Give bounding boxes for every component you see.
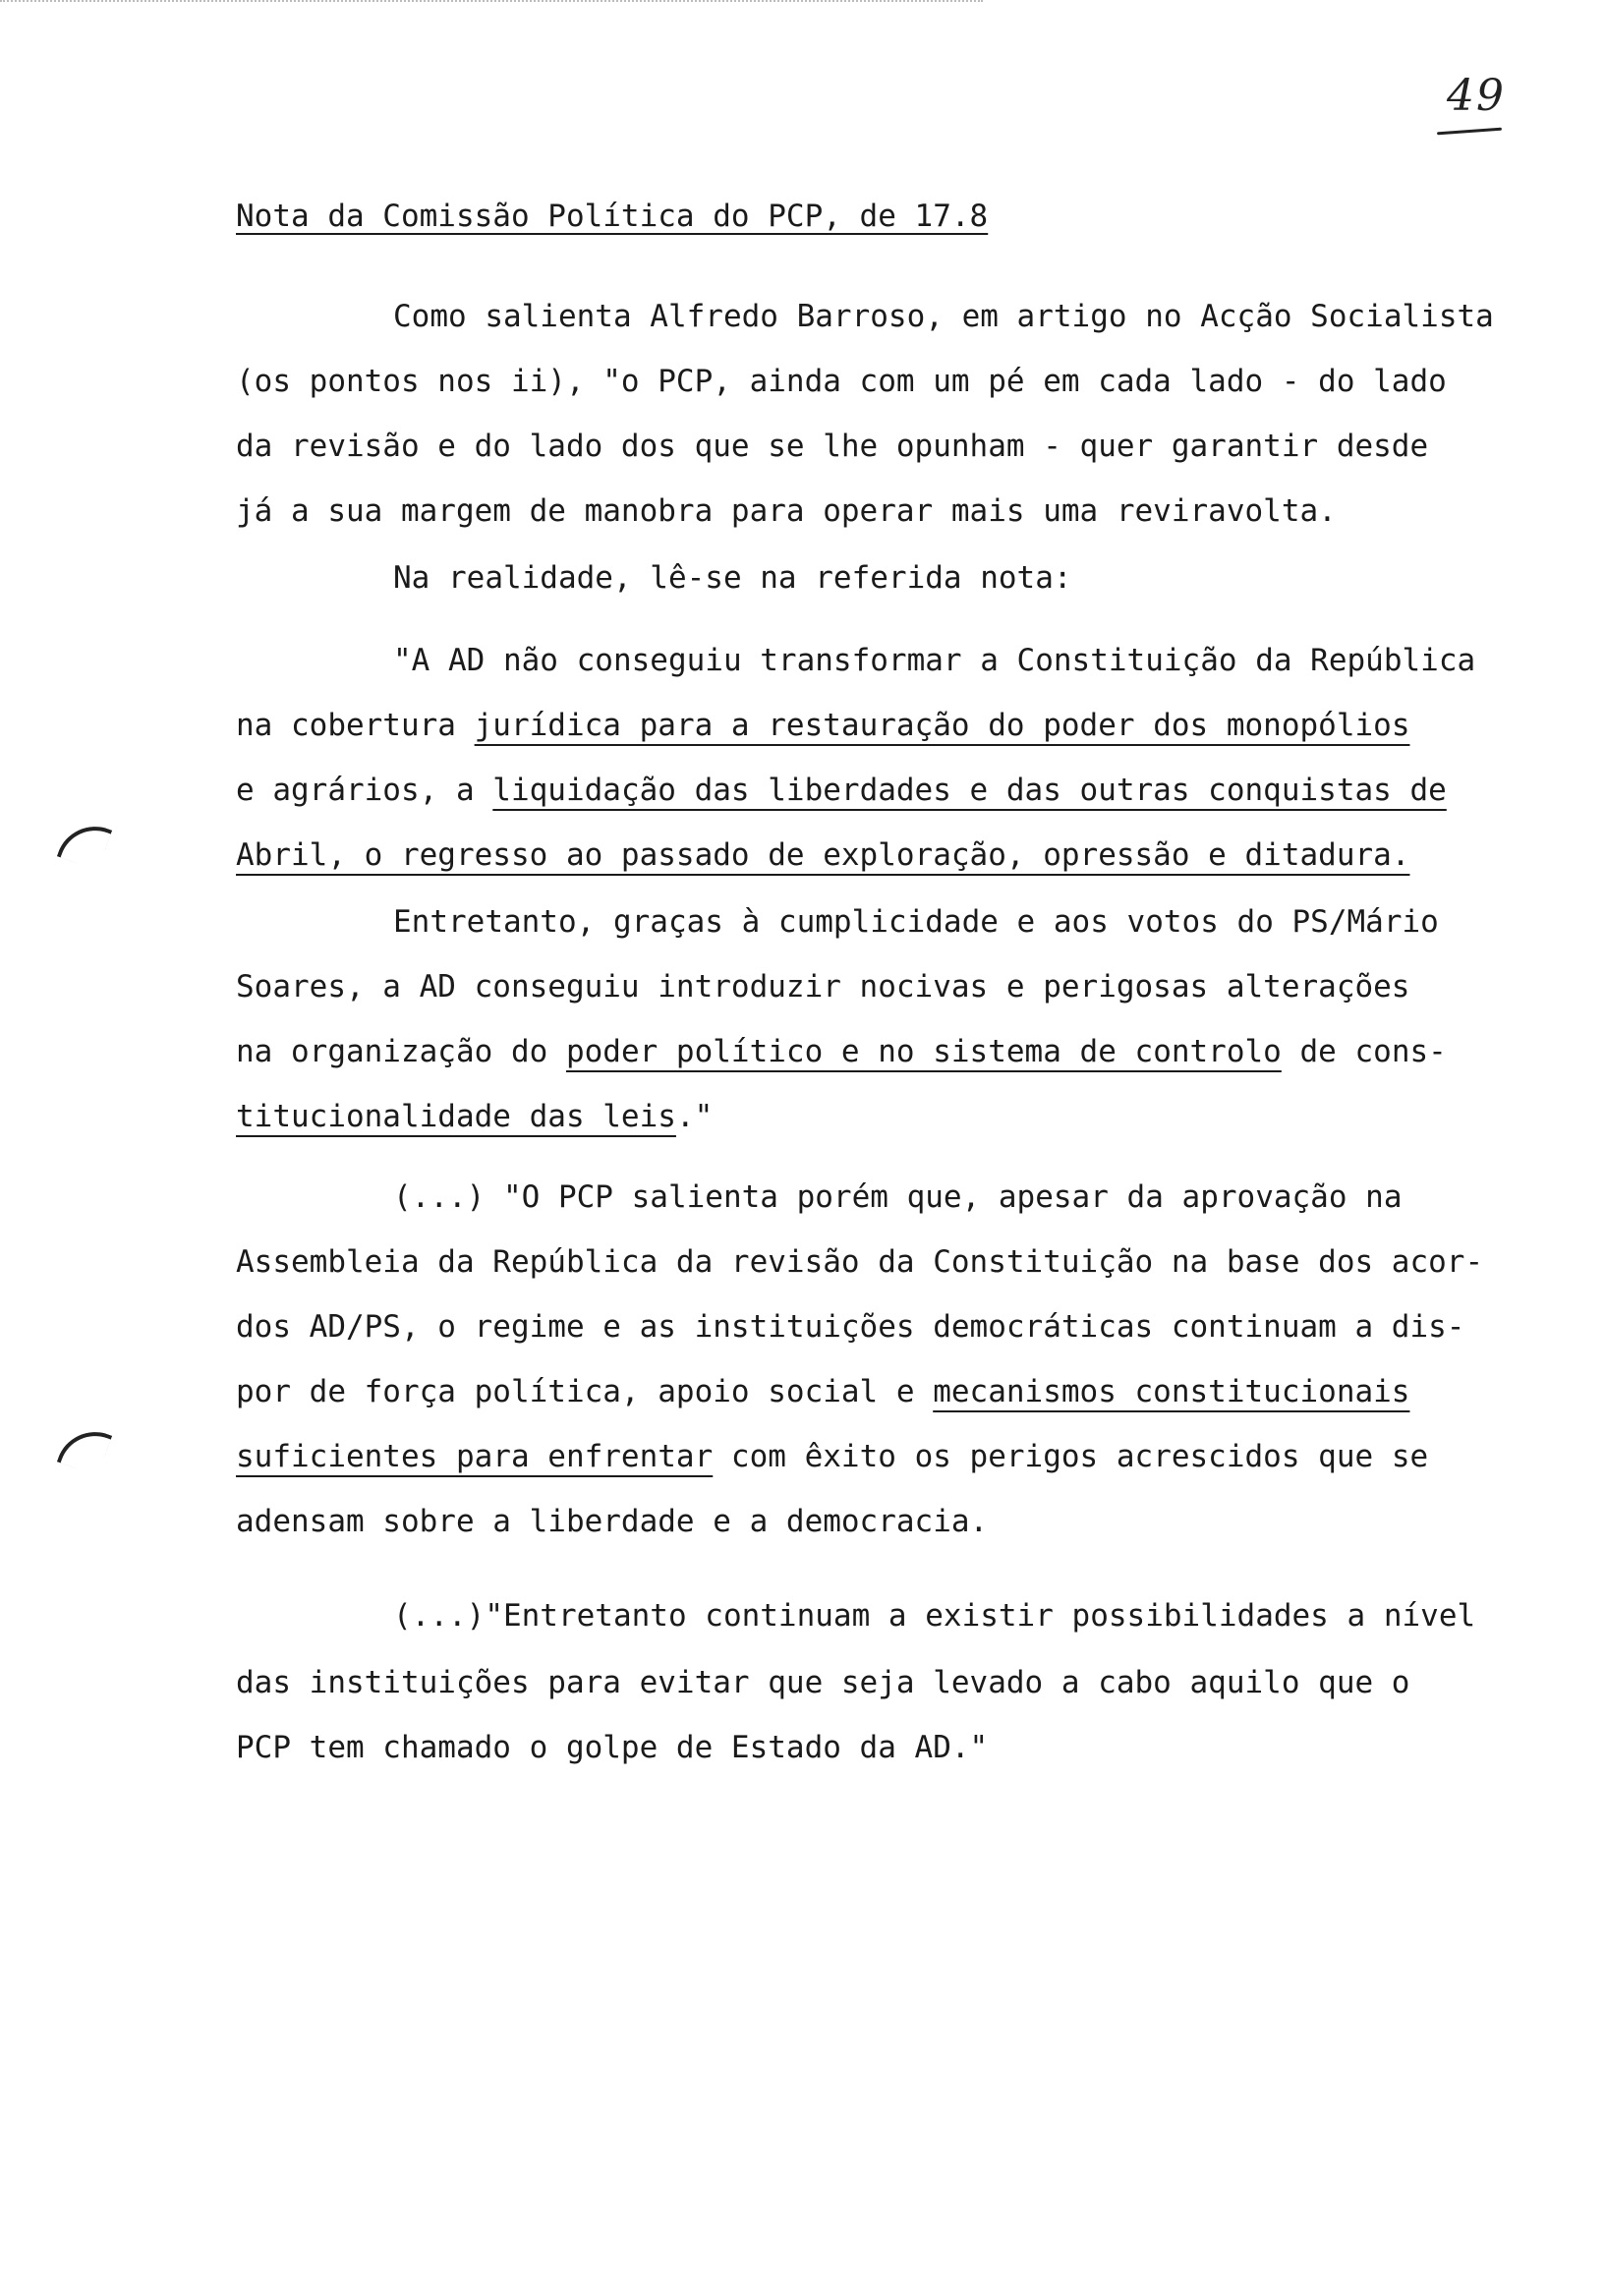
text-segment: com êxito os perigos acrescidos que se: [713, 1439, 1429, 1474]
underlined-text: poder político e no sistema de controlo: [565, 1034, 1282, 1069]
underlined-text: titucionalidade das leis: [236, 1099, 676, 1134]
text-line: da revisão e do lado dos que se lhe opunham - quer garantir desde: [236, 429, 1429, 464]
text-line: [236, 771, 1447, 810]
text-line: já a sua margem de manobra para operar mais uma reviravolta.: [236, 493, 1337, 529]
text-segment: de cons-: [1281, 1034, 1447, 1069]
underlined-text: mecanismos constitucionais: [933, 1374, 1410, 1409]
text-line: [236, 1032, 1447, 1071]
text-line: [236, 1437, 1428, 1476]
text-segment: na cobertura: [236, 708, 475, 743]
text-line: [236, 1372, 1409, 1411]
page-number: 49: [1447, 71, 1506, 121]
text-line: Soares, a AD conseguiu introduzir nocivas e perigosas alterações: [236, 969, 1410, 1004]
text-segment: na organização do: [236, 1034, 566, 1069]
page-number-underline: [1437, 128, 1502, 136]
text-line: Na realidade, lê-se na referida nota:: [393, 560, 1072, 596]
text-line: [236, 835, 1409, 875]
margin-mark: [57, 816, 112, 871]
text-line: "A AD não conseguiu transformar a Constituição da República: [393, 643, 1476, 678]
margin-mark: [57, 1421, 112, 1476]
text-line: dos AD/PS, o regime e as instituições democráticas continuam a dis-: [236, 1309, 1465, 1345]
underlined-text: liquidação das liberdades e das outras conquistas de: [492, 773, 1447, 808]
underlined-text: suficientes para enfrentar: [236, 1439, 714, 1474]
text-line: (...) "O PCP salienta porém que, apesar da aprovação na: [393, 1179, 1403, 1215]
text-line: (...)"Entretanto continuam a existir possibilidades a nível: [393, 1598, 1476, 1634]
text-segment: e agrários, a: [236, 773, 493, 808]
underlined-text: Abril, o regresso ao passado de exploração, opressão e ditadura.: [236, 837, 1410, 873]
text-line: (os pontos nos ii), "o PCP, ainda com um pé em cada lado - do lado: [236, 364, 1447, 399]
text-line: [236, 1097, 713, 1136]
underlined-text: jurídica para a restauração do poder dos monopólios: [474, 708, 1410, 743]
document-title: Nota da Comissão Política do PCP, de 17.8: [236, 199, 989, 234]
text-line: das instituições para evitar que seja levado a cabo aquilo que o: [236, 1665, 1410, 1700]
text-line: Assembleia da República da revisão da Constituição na base dos acor-: [236, 1244, 1484, 1280]
text-segment: por de força política, apoio social e: [236, 1374, 934, 1409]
text-line: Entretanto, graças à cumplicidade e aos votos do PS/Mário: [393, 904, 1439, 940]
text-segment: .": [675, 1099, 714, 1134]
scan-artifact: [0, 0, 983, 4]
text-line: Como salienta Alfredo Barroso, em artigo no Acção Socialista: [393, 299, 1494, 334]
text-line: [236, 706, 1409, 745]
text-line: adensam sobre a liberdade e a democracia.: [236, 1504, 989, 1539]
text-line: PCP tem chamado o golpe de Estado da AD.": [236, 1730, 989, 1765]
